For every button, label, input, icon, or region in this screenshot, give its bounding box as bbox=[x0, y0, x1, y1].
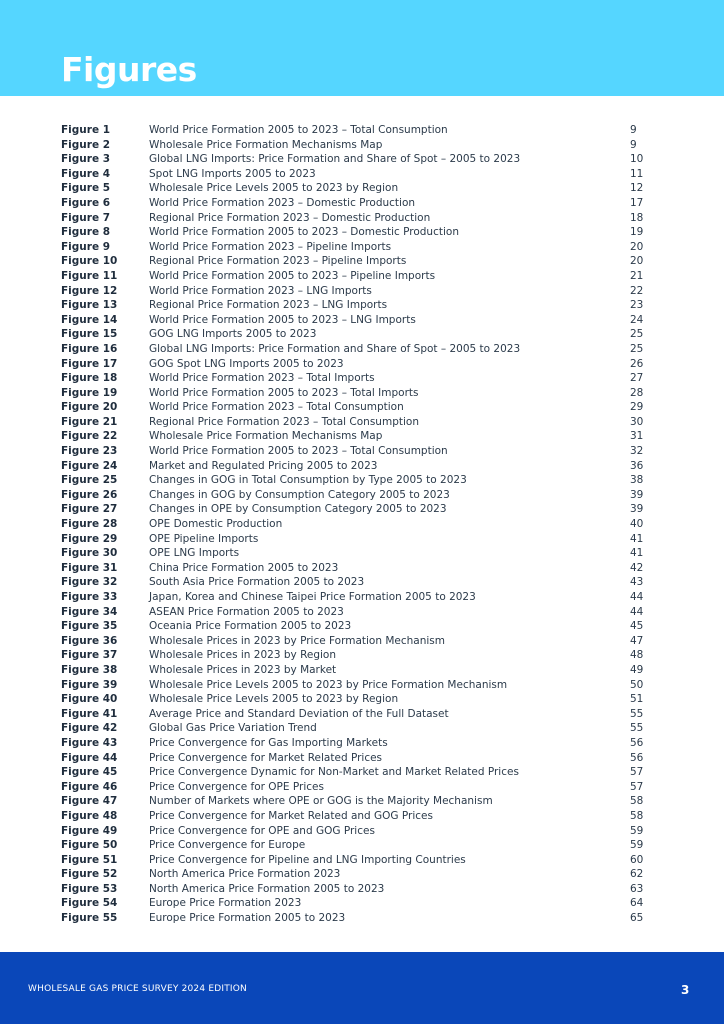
figure-page: 18 bbox=[630, 211, 644, 224]
figure-page: 11 bbox=[630, 167, 644, 180]
figure-page: 24 bbox=[630, 313, 644, 326]
figure-title: Europe Price Formation 2005 to 2023 bbox=[149, 912, 346, 925]
figure-entry[interactable] bbox=[61, 254, 661, 269]
figure-title: Price Convergence Dynamic for Non-Market and Market Related Prices bbox=[149, 766, 519, 779]
figure-page: 62 bbox=[630, 868, 644, 881]
figure-title: World Price Formation 2005 to 2023 – Total Consumption bbox=[149, 124, 448, 136]
figure-entry[interactable] bbox=[61, 532, 661, 547]
figure-number: Figure 11 bbox=[61, 269, 118, 282]
figure-title: World Price Formation 2005 to 2023 – Pipeline Imports bbox=[149, 269, 436, 282]
figure-entry[interactable] bbox=[61, 824, 661, 839]
figure-number: Figure 10 bbox=[61, 255, 118, 268]
figure-number: Figure 18 bbox=[61, 372, 118, 385]
figure-number: Figure 13 bbox=[61, 299, 118, 312]
figure-title: Regional Price Formation 2023 – LNG Imports bbox=[149, 299, 388, 312]
figure-entry[interactable] bbox=[61, 415, 661, 430]
figure-entry[interactable] bbox=[61, 648, 661, 663]
figure-page: 30 bbox=[630, 415, 644, 428]
figure-title: Changes in GOG by Consumption Category 2005 to 2023 bbox=[149, 488, 450, 501]
figure-number: Figure 43 bbox=[61, 736, 118, 749]
figure-entry[interactable] bbox=[61, 473, 661, 488]
figure-page: 23 bbox=[630, 299, 644, 312]
figure-title: OPE LNG Imports bbox=[149, 547, 240, 560]
figure-page: 36 bbox=[630, 459, 644, 472]
figure-number: Figure 30 bbox=[61, 547, 118, 560]
figure-entry[interactable] bbox=[61, 867, 661, 882]
figure-title: Market and Regulated Pricing 2005 to 2023 bbox=[149, 459, 378, 472]
figure-title: World Price Formation 2005 to 2023 – LNG Imports bbox=[149, 313, 416, 326]
figure-title: World Price Formation 2005 to 2023 – Domestic Production bbox=[149, 226, 459, 239]
figure-entry[interactable] bbox=[61, 692, 661, 707]
figure-number: Figure 26 bbox=[61, 488, 118, 501]
figure-page: 27 bbox=[630, 372, 644, 385]
figure-number: Figure 42 bbox=[61, 722, 118, 735]
figure-page: 20 bbox=[630, 255, 644, 268]
figure-entry[interactable] bbox=[61, 313, 661, 328]
figure-title: Price Convergence for Market Related and GOG Prices bbox=[149, 809, 433, 822]
figure-title: Global LNG Imports: Price Formation and Share of Spot – 2005 to 2023 bbox=[149, 153, 521, 166]
figure-title: Price Convergence for Europe bbox=[149, 839, 306, 852]
figure-page: 9 bbox=[630, 124, 637, 136]
figure-title: Changes in OPE by Consumption Category 2005 to 2023 bbox=[149, 503, 447, 516]
figure-title: ASEAN Price Formation 2005 to 2023 bbox=[149, 605, 344, 618]
figure-page: 58 bbox=[630, 809, 644, 822]
figure-entry[interactable] bbox=[61, 342, 661, 357]
figure-number: Figure 55 bbox=[61, 912, 118, 925]
figure-page: 49 bbox=[630, 663, 644, 676]
figure-entry[interactable] bbox=[61, 634, 661, 649]
figure-page: 17 bbox=[630, 196, 644, 209]
figure-page: 38 bbox=[630, 474, 644, 487]
figure-title: Changes in GOG in Total Consumption by Type 2005 to 2023 bbox=[149, 474, 467, 487]
figure-number: Figure 17 bbox=[61, 357, 118, 370]
figure-number: Figure 25 bbox=[61, 474, 118, 487]
figure-page: 42 bbox=[630, 561, 644, 574]
figure-page: 44 bbox=[630, 605, 644, 618]
figure-title: Price Convergence for OPE Prices bbox=[149, 780, 324, 793]
figure-page: 55 bbox=[630, 707, 644, 720]
page-title: Figures bbox=[61, 50, 197, 89]
figure-number: Figure 41 bbox=[61, 707, 118, 720]
figure-entry[interactable] bbox=[61, 181, 661, 196]
figure-title: Wholesale Price Levels 2005 to 2023 by Region bbox=[149, 693, 399, 706]
figure-title: China Price Formation 2005 to 2023 bbox=[149, 561, 339, 574]
figure-title: Global LNG Imports: Price Formation and Share of Spot – 2005 to 2023 bbox=[149, 342, 521, 355]
figure-entry[interactable] bbox=[61, 444, 661, 459]
figure-page: 55 bbox=[630, 722, 644, 735]
figure-page: 22 bbox=[630, 284, 644, 297]
figure-title: Number of Markets where OPE or GOG is the Majority Mechanism bbox=[149, 795, 493, 808]
figure-entry[interactable] bbox=[61, 896, 661, 911]
figure-list bbox=[61, 123, 661, 926]
figure-entry[interactable] bbox=[61, 225, 661, 240]
figure-entry[interactable] bbox=[61, 809, 661, 824]
figure-page: 43 bbox=[630, 576, 644, 589]
figure-number: Figure 48 bbox=[61, 809, 118, 822]
figure-entry[interactable] bbox=[61, 853, 661, 868]
figure-entry[interactable] bbox=[61, 284, 661, 299]
figure-number: Figure 46 bbox=[61, 780, 118, 793]
figure-page: 59 bbox=[630, 839, 644, 852]
figure-number: Figure 20 bbox=[61, 401, 118, 414]
figure-number: Figure 33 bbox=[61, 591, 118, 603]
figure-page: 65 bbox=[630, 912, 644, 925]
figure-title: Wholesale Price Levels 2005 to 2023 by Price Formation Mechanism bbox=[149, 678, 508, 691]
figure-entry[interactable] bbox=[61, 561, 661, 576]
figure-title: World Price Formation 2005 to 2023 – Total Imports bbox=[149, 386, 419, 399]
figure-number: Figure 24 bbox=[61, 459, 118, 472]
figure-number: Figure 45 bbox=[61, 766, 118, 779]
figure-title: Global Gas Price Variation Trend bbox=[149, 722, 317, 735]
figure-number: Figure 16 bbox=[61, 342, 118, 355]
figure-entry[interactable] bbox=[61, 546, 661, 561]
figure-number: Figure 47 bbox=[61, 795, 118, 808]
figure-title: World Price Formation 2023 – Domestic Production bbox=[149, 196, 416, 209]
figure-number: Figure 52 bbox=[61, 868, 118, 881]
figure-title: Spot LNG Imports 2005 to 2023 bbox=[149, 167, 316, 180]
figure-number: Figure 35 bbox=[61, 620, 118, 633]
figure-number: Figure 36 bbox=[61, 634, 118, 647]
figure-title: Regional Price Formation 2023 – Total Consumption bbox=[149, 415, 419, 428]
figure-page: 47 bbox=[630, 634, 644, 647]
figure-number: Figure 21 bbox=[61, 415, 118, 428]
figure-title: North America Price Formation 2005 to 2023 bbox=[149, 882, 385, 895]
figure-number: Figure 44 bbox=[61, 751, 118, 764]
figure-number: Figure 54 bbox=[61, 897, 118, 910]
page-header bbox=[0, 0, 724, 96]
figure-number: Figure 27 bbox=[61, 503, 118, 516]
figure-entry[interactable] bbox=[61, 400, 661, 415]
figure-page: 39 bbox=[630, 488, 644, 501]
figure-entry[interactable] bbox=[61, 780, 661, 795]
figure-number: Figure 39 bbox=[61, 678, 118, 691]
figure-number: Figure 3 bbox=[61, 153, 111, 166]
figure-entry[interactable] bbox=[61, 882, 661, 897]
figure-page: 59 bbox=[630, 824, 644, 837]
figure-page: 51 bbox=[630, 693, 644, 706]
figure-entry[interactable] bbox=[61, 736, 661, 751]
figure-page: 25 bbox=[630, 328, 644, 341]
figure-title: Europe Price Formation 2023 bbox=[149, 897, 302, 910]
figure-entry[interactable] bbox=[61, 502, 661, 517]
figure-page: 21 bbox=[630, 269, 644, 282]
figure-number: Figure 34 bbox=[61, 605, 118, 618]
footer-edition: WHOLESALE GAS PRICE SURVEY 2024 EDITION bbox=[28, 984, 247, 994]
figure-entry[interactable] bbox=[61, 619, 661, 634]
figure-title: Regional Price Formation 2023 – Domestic Production bbox=[149, 211, 431, 224]
figure-page: 19 bbox=[630, 226, 644, 239]
figure-page: 57 bbox=[630, 766, 644, 779]
figure-number: Figure 31 bbox=[61, 561, 118, 574]
figure-title: World Price Formation 2023 – Total Imports bbox=[149, 372, 375, 385]
figure-title: Wholesale Price Formation Mechanisms Map bbox=[149, 430, 383, 443]
figure-page: 60 bbox=[630, 853, 644, 866]
figure-number: Figure 7 bbox=[61, 211, 111, 224]
figure-number: Figure 4 bbox=[61, 167, 111, 180]
figure-entry[interactable] bbox=[61, 751, 661, 766]
figure-title: OPE Pipeline Imports bbox=[149, 532, 259, 545]
figure-entry[interactable] bbox=[61, 794, 661, 809]
figure-page: 64 bbox=[630, 897, 644, 910]
figure-entry[interactable] bbox=[61, 575, 661, 590]
figure-page: 48 bbox=[630, 649, 644, 662]
figure-number: Figure 28 bbox=[61, 518, 118, 531]
figure-title: World Price Formation 2005 to 2023 – Total Consumption bbox=[149, 445, 448, 458]
figure-number: Figure 29 bbox=[61, 532, 118, 545]
figure-number: Figure 51 bbox=[61, 853, 118, 866]
figure-entry[interactable] bbox=[61, 911, 661, 926]
figure-page: 29 bbox=[630, 401, 644, 414]
figure-title: Average Price and Standard Deviation of the Full Dataset bbox=[149, 707, 449, 720]
figure-page: 56 bbox=[630, 751, 644, 764]
figure-number: Figure 50 bbox=[61, 839, 118, 852]
figure-number: Figure 15 bbox=[61, 328, 118, 341]
figure-number: Figure 9 bbox=[61, 240, 111, 253]
figure-entry[interactable] bbox=[61, 590, 661, 605]
figure-entry[interactable] bbox=[61, 138, 661, 153]
figure-number: Figure 23 bbox=[61, 445, 118, 458]
figure-entry[interactable] bbox=[61, 663, 661, 678]
figure-entry[interactable] bbox=[61, 386, 661, 401]
figure-page: 41 bbox=[630, 547, 644, 560]
figure-entry[interactable] bbox=[61, 605, 661, 620]
figure-title: Price Convergence for OPE and GOG Prices bbox=[149, 824, 375, 837]
figure-entry[interactable] bbox=[61, 167, 661, 182]
figure-page: 39 bbox=[630, 503, 644, 516]
figure-page: 20 bbox=[630, 240, 644, 253]
figure-entry[interactable] bbox=[61, 152, 661, 167]
figure-entry[interactable] bbox=[61, 240, 661, 255]
figure-title: Wholesale Prices in 2023 by Price Formation Mechanism bbox=[149, 634, 446, 647]
figure-page: 31 bbox=[630, 430, 644, 443]
figure-number: Figure 6 bbox=[61, 196, 111, 209]
figure-entry[interactable] bbox=[61, 298, 661, 313]
figure-entry[interactable] bbox=[61, 517, 661, 532]
figure-title: Wholesale Price Levels 2005 to 2023 by Region bbox=[149, 182, 399, 195]
figure-title: Price Convergence for Market Related Prices bbox=[149, 751, 383, 764]
figure-title: Oceania Price Formation 2005 to 2023 bbox=[149, 620, 352, 633]
figure-entry[interactable] bbox=[61, 211, 661, 226]
figure-entry[interactable] bbox=[61, 123, 661, 138]
figure-entry[interactable] bbox=[61, 707, 661, 722]
figure-page: 10 bbox=[630, 153, 644, 166]
figure-entry[interactable] bbox=[61, 678, 661, 693]
figure-page: 12 bbox=[630, 182, 644, 195]
figure-page: 28 bbox=[630, 386, 644, 399]
figure-title: Price Convergence for Pipeline and LNG Importing Countries bbox=[149, 853, 466, 866]
figure-title: Regional Price Formation 2023 – Pipeline Imports bbox=[149, 255, 407, 268]
figure-page: 32 bbox=[630, 445, 644, 458]
figure-number: Figure 14 bbox=[61, 313, 118, 326]
figure-page: 40 bbox=[630, 518, 644, 531]
figure-page: 56 bbox=[630, 736, 644, 749]
figure-entry[interactable] bbox=[61, 765, 661, 780]
figure-number: Figure 32 bbox=[61, 576, 118, 589]
figure-page: 9 bbox=[630, 138, 637, 151]
figure-page: 25 bbox=[630, 342, 644, 355]
figure-entry[interactable] bbox=[61, 459, 661, 474]
figure-number: Figure 22 bbox=[61, 430, 118, 443]
figure-number: Figure 8 bbox=[61, 226, 111, 239]
figure-number: Figure 53 bbox=[61, 882, 118, 895]
figure-page: 57 bbox=[630, 780, 644, 793]
figure-page: 26 bbox=[630, 357, 644, 370]
figure-entry[interactable] bbox=[61, 429, 661, 444]
figure-number: Figure 12 bbox=[61, 284, 118, 297]
figure-page: 41 bbox=[630, 532, 644, 545]
figure-number: Figure 5 bbox=[61, 182, 111, 195]
figure-number: Figure 49 bbox=[61, 824, 118, 837]
figure-page: 44 bbox=[630, 591, 644, 603]
figure-number: Figure 37 bbox=[61, 649, 118, 662]
figure-title: Price Convergence for Gas Importing Markets bbox=[149, 736, 388, 749]
figure-number: Figure 38 bbox=[61, 663, 118, 676]
figure-page: 63 bbox=[630, 882, 644, 895]
figure-title: Japan, Korea and Chinese Taipei Price Formation 2005 to 2023 bbox=[149, 591, 476, 603]
figure-title: World Price Formation 2023 – LNG Imports bbox=[149, 284, 372, 297]
figure-title: Wholesale Prices in 2023 by Region bbox=[149, 649, 337, 662]
figure-entry[interactable] bbox=[61, 721, 661, 736]
figure-number: Figure 2 bbox=[61, 138, 111, 151]
figure-title: GOG LNG Imports 2005 to 2023 bbox=[149, 328, 317, 341]
figure-title: South Asia Price Formation 2005 to 2023 bbox=[149, 576, 365, 589]
figure-entry[interactable] bbox=[61, 371, 661, 386]
figure-number: Figure 1 bbox=[61, 124, 111, 136]
figure-entry[interactable] bbox=[61, 269, 661, 284]
figure-entry[interactable] bbox=[61, 488, 661, 503]
figure-entry[interactable] bbox=[61, 357, 661, 372]
figure-number: Figure 40 bbox=[61, 693, 118, 706]
figure-title: World Price Formation 2023 – Total Consumption bbox=[149, 401, 404, 414]
figure-page: 45 bbox=[630, 620, 644, 633]
figure-title: World Price Formation 2023 – Pipeline Imports bbox=[149, 240, 392, 253]
figure-title: OPE Domestic Production bbox=[149, 518, 283, 531]
figure-title: GOG Spot LNG Imports 2005 to 2023 bbox=[149, 357, 344, 370]
figure-page: 58 bbox=[630, 795, 644, 808]
page-footer bbox=[0, 952, 724, 1024]
figure-entry[interactable] bbox=[61, 196, 661, 211]
figure-title: Wholesale Prices in 2023 by Market bbox=[149, 663, 337, 676]
figure-title: Wholesale Price Formation Mechanisms Map bbox=[149, 138, 383, 151]
figure-title: North America Price Formation 2023 bbox=[149, 868, 341, 881]
figure-entry[interactable] bbox=[61, 838, 661, 853]
figure-page: 50 bbox=[630, 678, 644, 691]
figure-entry[interactable] bbox=[61, 327, 661, 342]
footer-page-number: 3 bbox=[681, 983, 690, 997]
figure-number: Figure 19 bbox=[61, 386, 118, 399]
